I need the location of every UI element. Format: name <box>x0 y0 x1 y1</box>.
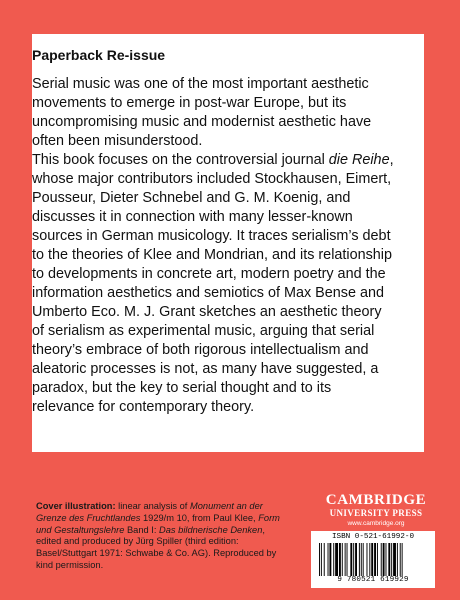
publisher-logo <box>320 492 432 528</box>
credit-text: 1929/m 10, from Paul Klee, <box>140 512 259 523</box>
publisher-website: www.cambridge.org <box>347 520 405 527</box>
barcode-bar <box>359 543 360 576</box>
text-line: of serialism as experimental music, arguing that serial <box>32 323 375 339</box>
barcode-bar <box>400 543 401 576</box>
paragraph-body <box>32 151 392 417</box>
text-run: This book focuses on the controversial journal <box>32 152 329 168</box>
barcode-bar <box>363 543 364 576</box>
barcode-bar <box>374 543 376 576</box>
credit-text: linear analysis of <box>115 501 190 511</box>
credit-text: , <box>262 524 265 535</box>
barcode-bar <box>369 543 370 576</box>
barcode-bar <box>353 543 354 576</box>
barcode-bar <box>393 543 396 576</box>
text-line: Umberto Eco. M. J. Grant sketches an aesthetic theory <box>32 304 382 320</box>
barcode-box <box>311 531 435 588</box>
text-line: discusses it in connection with many lesser-known <box>32 209 353 225</box>
cover-credit <box>36 501 292 572</box>
text-line: sources in German musicology. It traces serialism’s debt <box>32 228 391 244</box>
text-line: movements to emerge in post-war Europe, but its <box>32 95 347 111</box>
text-run: , <box>389 152 394 168</box>
barcode-bar <box>367 543 368 576</box>
barcode-bar <box>383 543 385 576</box>
heading: Paperback Re-issue <box>32 47 166 63</box>
text-line: to developments in concrete art, modern poetry and the <box>32 266 386 282</box>
text-line: uncompromising music and modernist aesthetic have <box>32 114 372 130</box>
text-line: aleatoric processes is not, as many have suggested, a <box>32 361 379 377</box>
credit-italic: Form <box>258 512 280 523</box>
credit-line: Basel/Stuttgart 1971: Schwabe & Co. AG). Reproduced by <box>36 548 277 559</box>
barcode-bar <box>335 543 338 576</box>
barcode-bar <box>355 543 357 576</box>
credit-line <box>36 525 292 537</box>
barcode-bar <box>377 543 378 576</box>
credit-italic: Monument an der <box>189 501 263 511</box>
barcode-bar <box>324 543 325 576</box>
barcode-bar <box>321 543 322 576</box>
journal-title: die Reihe <box>328 152 390 168</box>
credit-italic: Das bildnerische Denken <box>159 524 263 535</box>
publisher-name: CAMBRIDGE <box>325 492 427 508</box>
barcode-bar <box>342 543 343 576</box>
barcode-bar <box>371 543 373 576</box>
barcode-bar <box>347 543 348 576</box>
barcode-bar <box>329 543 331 576</box>
text-line: whose major contributors included Stockhausen, Eimert, <box>32 171 392 187</box>
text-line <box>32 151 392 170</box>
credit-label: Cover illustration: <box>36 501 116 511</box>
barcode-bar <box>361 543 362 576</box>
text-line: relevance for contemporary theory. <box>32 399 255 415</box>
isbn-text: ISBN 0-521-61992-0 <box>331 533 415 541</box>
text-line: Pousseur, Dieter Schnebel and G. M. Koenig, and <box>32 190 351 206</box>
barcode-bar <box>328 543 329 576</box>
ean-text: 9 780521 619929 <box>337 576 409 584</box>
barcode-bar <box>345 543 346 576</box>
text-line: information aesthetics and semiotics of Max Bense and <box>32 285 384 301</box>
text-line: theory’s embrace of both rigorous intellectualism and <box>32 342 369 358</box>
barcode-bar <box>350 543 352 576</box>
barcode-bar <box>319 543 320 576</box>
text-line: paradox, but the key to serial thought and to its <box>32 380 332 396</box>
barcode-bar <box>386 543 387 576</box>
credit-line <box>36 501 292 513</box>
text-line: often been misunderstood. <box>32 133 203 149</box>
barcode-bar <box>397 543 398 576</box>
credit-line: kind permission. <box>36 559 104 570</box>
text-line: Serial music was one of the most important aesthetic <box>32 76 369 92</box>
barcode-bar <box>339 543 341 576</box>
credit-line: edited and produced by Jürg Spiller (third edition: <box>36 536 239 547</box>
text-line: to the theories of Klee and Mondrian, and its relationship <box>32 247 392 263</box>
barcode-bar <box>333 543 334 576</box>
publisher-subtitle: UNIVERSITY PRESS <box>329 508 423 518</box>
barcode-bar <box>391 543 392 576</box>
barcode-bar <box>388 543 390 576</box>
credit-italic: und Gestaltungslehre <box>36 524 125 535</box>
barcode-icon <box>319 543 427 576</box>
credit-italic: Grenze des Fruchtlandes <box>36 512 141 523</box>
barcode-bar <box>402 543 403 576</box>
paragraph-intro <box>32 75 392 151</box>
credit-line <box>36 513 292 525</box>
barcode-bar <box>381 543 382 576</box>
credit-text: Band I: <box>124 524 160 535</box>
